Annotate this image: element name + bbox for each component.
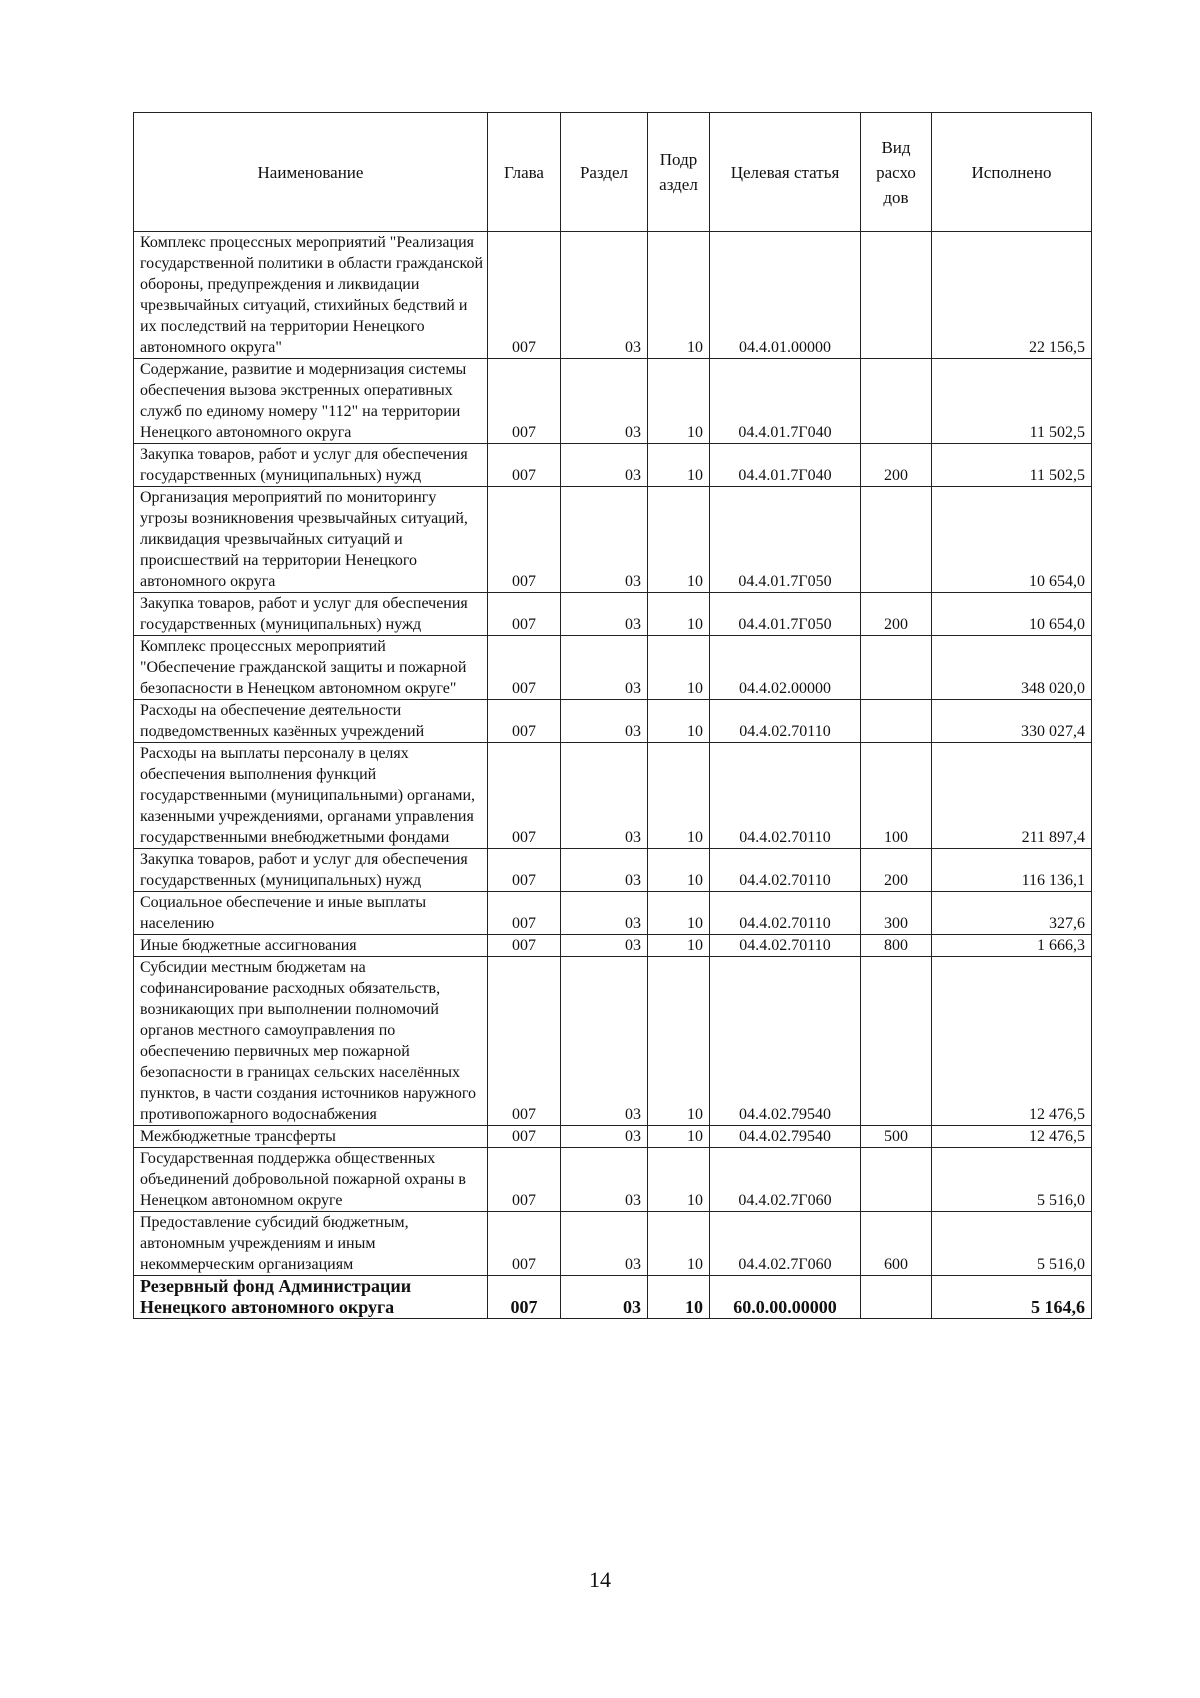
cell-glava: 007: [488, 593, 561, 636]
cell-vid-rashodov: 800: [861, 935, 932, 957]
cell-celevaya-statya: 04.4.01.7Г050: [710, 593, 861, 636]
cell-razdel: 03: [561, 444, 648, 487]
cell-podrazdel: 10: [648, 232, 710, 359]
cell-glava: 007: [488, 849, 561, 892]
cell-razdel: 03: [561, 1276, 648, 1319]
page-number: 14: [589, 1567, 611, 1592]
cell-celevaya-statya: 04.4.02.7Г060: [710, 1212, 861, 1276]
cell-podrazdel: 10: [648, 849, 710, 892]
cell-podrazdel: 10: [648, 1276, 710, 1319]
cell-celevaya-statya: 04.4.01.7Г050: [710, 487, 861, 593]
table-row: [134, 892, 1092, 935]
header-ispolneno: Исполнено: [932, 113, 1092, 232]
cell-celevaya-statya: 04.4.02.70110: [710, 743, 861, 849]
cell-name: Резервный фонд Администрации Ненецкого автономного округа: [134, 1276, 488, 1319]
cell-glava: 007: [488, 1126, 561, 1148]
cell-ispolneno: 211 897,4: [932, 743, 1092, 849]
cell-name: Предоставление субсидий бюджетным, автономным учреждениям и иным некоммерческим организациям: [134, 1212, 488, 1276]
cell-name: Субсидии местным бюджетам на софинансирование расходных обязательств, возникающих при выполнении полномочий органов местного самоуправления по обеспечению первичных мер пожарной безопасности в границах сельских населённых пунктов, в части создания источников наружного противопожарного водоснабжения: [134, 957, 488, 1126]
cell-vid-rashodov: [861, 1148, 932, 1212]
cell-vid-rashodov: 200: [861, 849, 932, 892]
cell-name: Закупка товаров, работ и услуг для обеспечения государственных (муниципальных) нужд: [134, 849, 488, 892]
cell-glava: 007: [488, 444, 561, 487]
cell-vid-rashodov: 600: [861, 1212, 932, 1276]
cell-glava: 007: [488, 359, 561, 444]
cell-glava: 007: [488, 487, 561, 593]
cell-vid-rashodov: [861, 636, 932, 700]
header-vid-rashodov: Вид расхо дов: [861, 113, 932, 232]
cell-ispolneno: 5 516,0: [932, 1148, 1092, 1212]
cell-celevaya-statya: 04.4.02.70110: [710, 849, 861, 892]
cell-name: Закупка товаров, работ и услуг для обеспечения государственных (муниципальных) нужд: [134, 593, 488, 636]
header-glava: Глава: [488, 113, 561, 232]
cell-ispolneno: 348 020,0: [932, 636, 1092, 700]
cell-razdel: 03: [561, 1212, 648, 1276]
cell-vid-rashodov: 200: [861, 444, 932, 487]
cell-razdel: 03: [561, 935, 648, 957]
table-row: [134, 636, 1092, 700]
cell-razdel: 03: [561, 359, 648, 444]
table-row: [134, 487, 1092, 593]
cell-celevaya-statya: 04.4.01.7Г040: [710, 444, 861, 487]
table-row: [134, 593, 1092, 636]
cell-razdel: 03: [561, 232, 648, 359]
table-header: [134, 113, 1092, 232]
cell-glava: 007: [488, 700, 561, 743]
table-row: [134, 935, 1092, 957]
cell-glava: 007: [488, 636, 561, 700]
cell-razdel: 03: [561, 1126, 648, 1148]
header-razdel: Раздел: [561, 113, 648, 232]
cell-vid-rashodov: 100: [861, 743, 932, 849]
cell-podrazdel: 10: [648, 892, 710, 935]
cell-vid-rashodov: [861, 232, 932, 359]
table-row: [134, 700, 1092, 743]
table-row: [134, 1126, 1092, 1148]
cell-razdel: 03: [561, 892, 648, 935]
cell-razdel: 03: [561, 700, 648, 743]
cell-vid-rashodov: [861, 1276, 932, 1319]
cell-ispolneno: 10 654,0: [932, 593, 1092, 636]
cell-glava: 007: [488, 743, 561, 849]
cell-celevaya-statya: 04.4.02.70110: [710, 700, 861, 743]
budget-table: [133, 112, 1092, 1319]
cell-razdel: 03: [561, 957, 648, 1126]
header-name: Наименование: [134, 113, 488, 232]
cell-name: Комплекс процессных мероприятий "Реализация государственной политики в области гражданской обороны, предупреждения и ликвидации чрезвычайных ситуаций, стихийных бедствий и их последствий на территории Ненецкого автономного округа": [134, 232, 488, 359]
cell-ispolneno: 10 654,0: [932, 487, 1092, 593]
header-podrazdel: Подр аздел: [648, 113, 710, 232]
cell-celevaya-statya: 04.4.02.79540: [710, 957, 861, 1126]
cell-name: Закупка товаров, работ и услуг для обеспечения государственных (муниципальных) нужд: [134, 444, 488, 487]
cell-razdel: 03: [561, 743, 648, 849]
cell-podrazdel: 10: [648, 1126, 710, 1148]
cell-razdel: 03: [561, 849, 648, 892]
cell-ispolneno: 5 516,0: [932, 1212, 1092, 1276]
cell-ispolneno: 116 136,1: [932, 849, 1092, 892]
cell-celevaya-statya: 04.4.02.7Г060: [710, 1148, 861, 1212]
cell-podrazdel: 10: [648, 487, 710, 593]
cell-name: Иные бюджетные ассигнования: [134, 935, 488, 957]
table-row: [134, 359, 1092, 444]
cell-podrazdel: 10: [648, 1212, 710, 1276]
cell-ispolneno: 330 027,4: [932, 700, 1092, 743]
cell-vid-rashodov: [861, 957, 932, 1126]
cell-name: Комплекс процессных мероприятий "Обеспечение гражданской защиты и пожарной безопасности в Ненецком автономном округе": [134, 636, 488, 700]
cell-podrazdel: 10: [648, 444, 710, 487]
table-row: [134, 444, 1092, 487]
cell-name: Социальное обеспечение и иные выплаты населению: [134, 892, 488, 935]
cell-ispolneno: 12 476,5: [932, 1126, 1092, 1148]
cell-vid-rashodov: 300: [861, 892, 932, 935]
cell-name: Межбюджетные трансферты: [134, 1126, 488, 1148]
cell-podrazdel: 10: [648, 700, 710, 743]
cell-celevaya-statya: 04.4.02.79540: [710, 1126, 861, 1148]
table-row: [134, 849, 1092, 892]
cell-glava: 007: [488, 232, 561, 359]
cell-name: Государственная поддержка общественных объединений добровольной пожарной охраны в Ненецком автономном округе: [134, 1148, 488, 1212]
cell-vid-rashodov: [861, 700, 932, 743]
cell-name: Расходы на выплаты персоналу в целях обеспечения выполнения функций государственными (муниципальными) органами, казенными учреждениями, органами управления государственными внебюджетными фондами: [134, 743, 488, 849]
cell-vid-rashodov: [861, 487, 932, 593]
cell-celevaya-statya: 04.4.02.00000: [710, 636, 861, 700]
table-row: [134, 1276, 1092, 1319]
cell-vid-rashodov: 200: [861, 593, 932, 636]
cell-podrazdel: 10: [648, 1148, 710, 1212]
header-celevaya-statya: Целевая статья: [710, 113, 861, 232]
cell-celevaya-statya: 04.4.01.00000: [710, 232, 861, 359]
cell-name: Содержание, развитие и модернизация системы обеспечения вызова экстренных оперативных служб по единому номеру "112" на территории Ненецкого автономного округа: [134, 359, 488, 444]
cell-podrazdel: 10: [648, 935, 710, 957]
cell-razdel: 03: [561, 1148, 648, 1212]
cell-podrazdel: 10: [648, 593, 710, 636]
cell-ispolneno: 1 666,3: [932, 935, 1092, 957]
cell-ispolneno: 22 156,5: [932, 232, 1092, 359]
cell-razdel: 03: [561, 636, 648, 700]
cell-ispolneno: 12 476,5: [932, 957, 1092, 1126]
cell-razdel: 03: [561, 487, 648, 593]
cell-glava: 007: [488, 1212, 561, 1276]
cell-name: Расходы на обеспечение деятельности подведомственных казённых учреждений: [134, 700, 488, 743]
header-row: [134, 113, 1092, 232]
cell-ispolneno: 11 502,5: [932, 359, 1092, 444]
cell-celevaya-statya: 04.4.02.70110: [710, 935, 861, 957]
cell-glava: 007: [488, 892, 561, 935]
cell-podrazdel: 10: [648, 743, 710, 849]
cell-vid-rashodov: 500: [861, 1126, 932, 1148]
cell-celevaya-statya: 04.4.02.70110: [710, 892, 861, 935]
cell-name: Организация мероприятий по мониторингу угрозы возникновения чрезвычайных ситуаций, ликвидация чрезвычайных ситуаций и происшествий на территории Ненецкого автономного округа: [134, 487, 488, 593]
cell-razdel: 03: [561, 593, 648, 636]
cell-podrazdel: 10: [648, 359, 710, 444]
cell-glava: 007: [488, 957, 561, 1126]
cell-celevaya-statya: 04.4.01.7Г040: [710, 359, 861, 444]
cell-ispolneno: 5 164,6: [932, 1276, 1092, 1319]
cell-glava: 007: [488, 935, 561, 957]
table-row: [134, 743, 1092, 849]
cell-vid-rashodov: [861, 359, 932, 444]
cell-glava: 007: [488, 1276, 561, 1319]
cell-podrazdel: 10: [648, 957, 710, 1126]
cell-ispolneno: 327,6: [932, 892, 1092, 935]
cell-ispolneno: 11 502,5: [932, 444, 1092, 487]
table-row: [134, 1148, 1092, 1212]
table-row: [134, 957, 1092, 1126]
table-body: [134, 232, 1092, 1319]
table-row: [134, 232, 1092, 359]
cell-celevaya-statya: 60.0.00.00000: [710, 1276, 861, 1319]
cell-glava: 007: [488, 1148, 561, 1212]
table-row: [134, 1212, 1092, 1276]
cell-podrazdel: 10: [648, 636, 710, 700]
